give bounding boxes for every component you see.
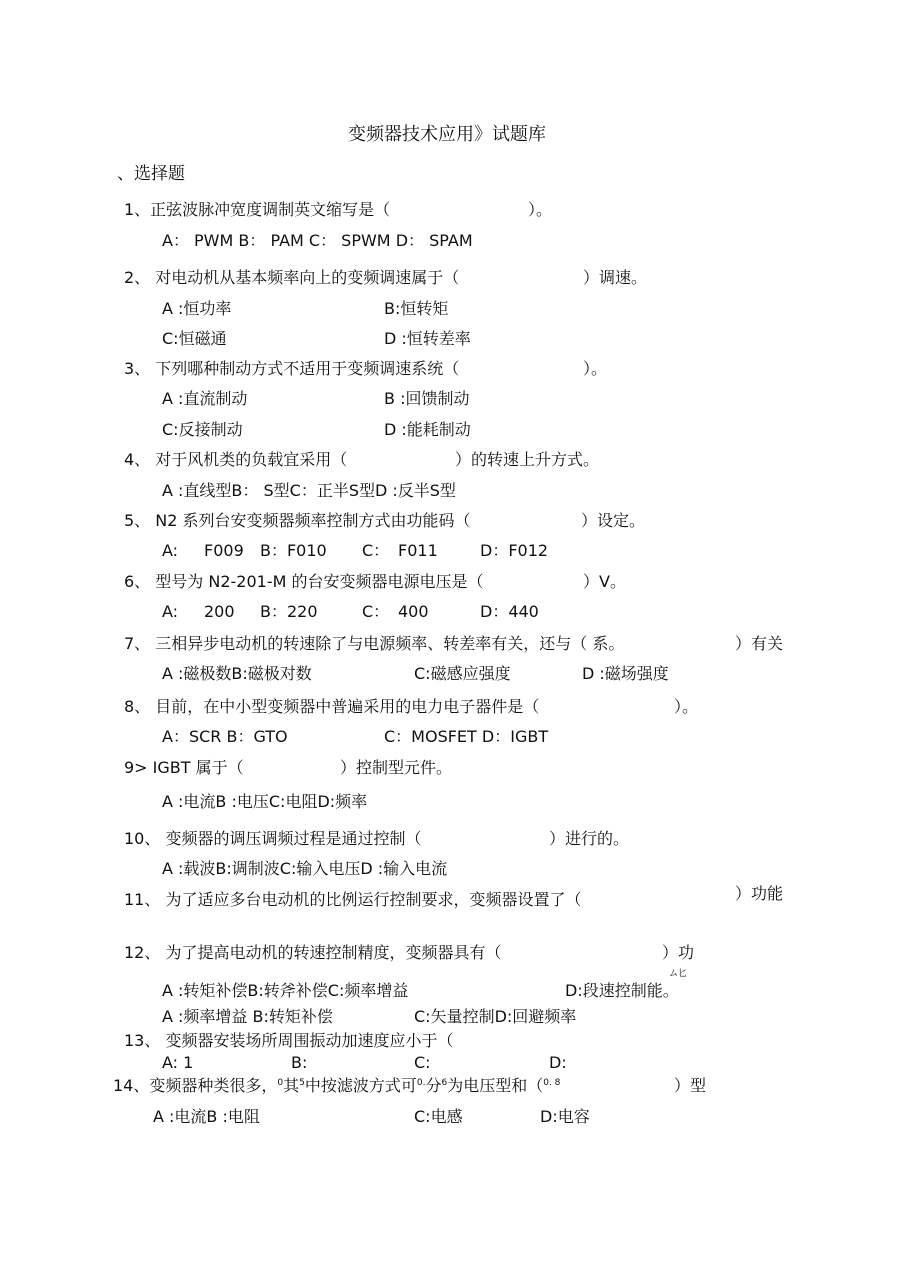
question-13: 13、 变频器安装场所周围振动加速度应小于（ bbox=[124, 1031, 454, 1050]
question-14-option-d: D:电容 bbox=[540, 1107, 590, 1126]
question-14-part-b: 其 bbox=[283, 1076, 300, 1095]
question-14 bbox=[113, 1076, 560, 1096]
question-14-sup-2: 5 bbox=[299, 1078, 305, 1088]
question-1-options: A： PWM B： PAM C： SPWM D： SPAM bbox=[162, 231, 473, 250]
question-9: 9> IGBT 属于（ bbox=[124, 758, 244, 777]
question-12: 12、 为了提高电动机的转速控制精度，变频器具有（ bbox=[124, 943, 502, 962]
question-7-close: ）有关 bbox=[735, 634, 784, 653]
question-14-sup-5: 0. 8 bbox=[543, 1078, 561, 1088]
question-12-option-abc: A :转矩补偿B:转斧补偿C:频率增益 bbox=[162, 981, 409, 1000]
question-3: 3、 下列哪种制动方式不适用于变频调速系统（ bbox=[124, 359, 460, 378]
question-14-close: ）型 bbox=[674, 1076, 707, 1095]
question-3-option-a: A :直流制动 bbox=[162, 389, 248, 408]
question-6-option-a-value: 200 bbox=[204, 602, 235, 621]
question-10-options: A :载波B:调制波C:输入电压D :输入电流 bbox=[162, 859, 448, 878]
question-9-close: ）控制型元件。 bbox=[340, 758, 453, 777]
question-4: 4、 对于风机类的负载宜采用（ bbox=[124, 450, 348, 469]
question-9-options: A :电流B :电压C:电阻D:频率 bbox=[162, 792, 368, 811]
question-13-option-b: B: bbox=[291, 1053, 308, 1072]
question-12-option-cd-2: C:矢量控制D:回避频率 bbox=[414, 1007, 577, 1026]
question-13-option-c: C: bbox=[414, 1053, 431, 1072]
question-6-option-a: A: bbox=[162, 602, 179, 621]
question-8-close: ）。 bbox=[674, 697, 699, 716]
page-title: 变频器技术应用》试题库 bbox=[348, 124, 546, 145]
question-2-close: ）调速。 bbox=[583, 268, 648, 287]
question-14-part-a: 14、变频器种类很多， bbox=[113, 1076, 278, 1095]
question-6-option-c-value: 400 bbox=[398, 602, 429, 621]
question-2: 2、 对电动机从基本频率向上的变频调速属于（ bbox=[124, 268, 460, 287]
question-12-option-ab-2: A :频率增益 B:转矩补偿 bbox=[162, 1007, 333, 1026]
question-14-option-ab: A :电流B :电阻 bbox=[153, 1107, 260, 1126]
question-1: 1、正弦波脉冲宽度调制英文缩写是（ bbox=[124, 200, 391, 219]
question-13-option-d: D: bbox=[549, 1053, 567, 1072]
question-7-option-ab: A :磁极数B:磁极对数 bbox=[162, 664, 312, 683]
question-7-option-d: D :磁场强度 bbox=[582, 664, 669, 683]
question-12-close: ）功 bbox=[662, 943, 695, 962]
question-14-part-e: 为电压型和（ bbox=[447, 1076, 544, 1095]
question-8-option-ab: A：SCR B：GTO bbox=[162, 727, 288, 746]
question-14-sup-3: 0. bbox=[416, 1078, 426, 1088]
question-14-part-c: 中按滤波方式可 bbox=[304, 1076, 417, 1095]
question-5-option-c-value: F011 bbox=[398, 541, 438, 560]
question-3-option-c: C:反接制动 bbox=[162, 420, 243, 439]
question-11: 11、 为了适应多台电动机的比例运行控制要求，变频器设置了（ bbox=[124, 890, 582, 909]
question-2-option-a: A :恒功率 bbox=[162, 299, 232, 318]
question-14-sup-4: 6 bbox=[441, 1078, 448, 1088]
question-8-option-cd: C：MOSFET D：IGBT bbox=[384, 727, 549, 746]
question-4-options: A :直线型B： S型C：正半S型D :反半S型 bbox=[162, 481, 456, 500]
question-14-sup-1: 0 bbox=[277, 1078, 284, 1088]
question-14-part-d: 分 bbox=[425, 1076, 442, 1095]
question-7: 7、 三相异步电动机的转速除了与电源频率、转差率有关，还与（ 系。 bbox=[124, 634, 625, 653]
question-5-option-d: D：F012 bbox=[480, 541, 549, 560]
question-7-option-c: C:磁感应强度 bbox=[414, 664, 511, 683]
question-3-close: ）。 bbox=[583, 359, 608, 378]
question-3-option-b: B :回馈制动 bbox=[384, 389, 470, 408]
question-11-close: ）功能 bbox=[735, 884, 784, 903]
question-8: 8、 目前，在中小型变频器中普遍采用的电力电子器件是（ bbox=[124, 697, 540, 716]
question-5-option-b: B：F010 bbox=[260, 541, 327, 560]
question-5-option-a-value: F009 bbox=[204, 541, 244, 560]
question-3-option-d: D :能耗制动 bbox=[384, 420, 471, 439]
question-6-close: ）V。 bbox=[583, 572, 626, 591]
question-6-option-b: B：220 bbox=[260, 602, 318, 621]
question-5-option-a: A: bbox=[162, 541, 179, 560]
question-10: 10、 变频器的调压调频过程是通过控制（ bbox=[124, 829, 422, 848]
question-4-close: ）的转速上升方式。 bbox=[455, 450, 600, 469]
section-heading: 、选择题 bbox=[117, 164, 185, 184]
question-2-option-b: B:恒转矩 bbox=[384, 299, 449, 318]
question-6-option-c: C： bbox=[362, 602, 390, 621]
question-6-option-d: D：440 bbox=[480, 602, 539, 621]
question-5-close: ）设定。 bbox=[581, 511, 646, 530]
question-2-option-c: C:恒磁通 bbox=[162, 329, 227, 348]
question-1-close: ）。 bbox=[528, 200, 553, 219]
question-2-option-d: D :恒转差率 bbox=[384, 329, 471, 348]
question-5: 5、 N2 系列台安变频器频率控制方式由功能码（ bbox=[124, 511, 471, 530]
question-13-option-a: A: 1 bbox=[162, 1053, 194, 1072]
question-6: 6、 型号为 N2-201-M 的台安变频器电源电压是（ bbox=[124, 572, 484, 591]
question-10-close: ）进行的。 bbox=[549, 829, 630, 848]
question-14-option-c: C:电感 bbox=[414, 1107, 463, 1126]
question-5-option-c: C： bbox=[362, 541, 390, 560]
question-12-mark: ム匕 bbox=[669, 969, 688, 979]
question-12-option-d: D:段速控制能。 bbox=[565, 981, 679, 1000]
